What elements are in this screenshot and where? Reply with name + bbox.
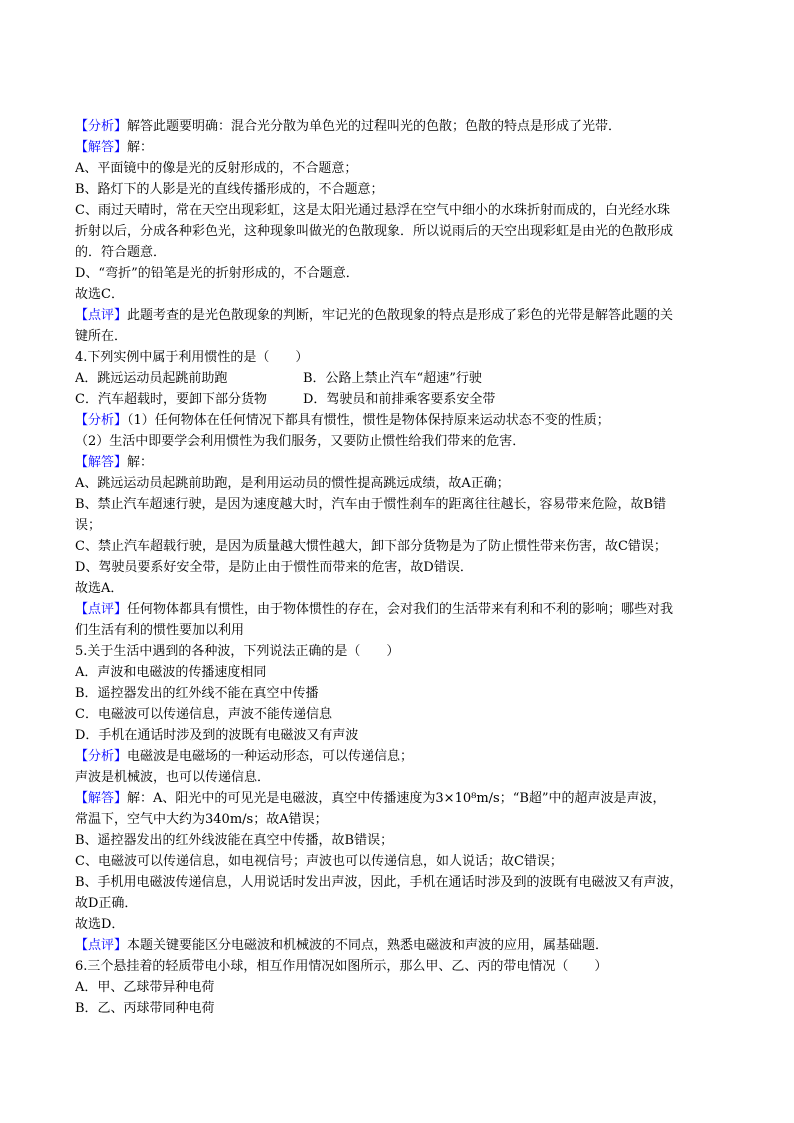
line-text: A、平面镜中的像是光的反射形成的，不合题意； (75, 161, 358, 176)
text-line (75, 326, 725, 347)
line-text: D、驾驶员要系好安全带，是防止由于惯性而带来的危害，故D错误． (75, 560, 473, 575)
text-line (75, 977, 725, 998)
text-line (75, 515, 725, 536)
text-line (75, 893, 725, 914)
line-text: 折射以后，分成各种彩色光，这种现象叫做光的色散现象．所以说雨后的天空出现彩虹是由光的色散形成 (75, 224, 674, 239)
section-tag: 【解答】 (75, 140, 128, 155)
line-text: D、“弯折”的铅笔是光的折射形成的，不合题意． (75, 266, 359, 281)
line-text: B、遥控器发出的红外线波能在真空中传播，故B错误； (75, 833, 394, 848)
line-text-second-option: B．公路上禁止汽车“超速”行驶 (303, 371, 482, 386)
text-line (75, 158, 725, 179)
line-text: 们生活有利的惯性要加以利用 (75, 623, 245, 638)
line-text: B、禁止汽车超速行驶，是因为速度越大时，汽车由于惯性刹车的距离往往越长，容易带来危险，故B错 (75, 497, 667, 512)
text-line (75, 536, 725, 557)
line-text: 故选D． (75, 917, 125, 932)
text-line (75, 368, 725, 389)
text-line (75, 116, 725, 137)
line-text: 声波是机械波，也可以传递信息． (75, 770, 271, 785)
text-line (75, 347, 725, 368)
line-text: 电磁波是电磁场的一种运动形态，可以传递信息； (127, 749, 414, 764)
text-line (75, 473, 725, 494)
line-text: 故选C． (75, 287, 124, 302)
text-line (75, 914, 725, 935)
text-line (75, 599, 725, 620)
line-text: 6.三个悬挂着的轻质带电小球，相互作用情况如图所示，那么甲、乙、丙的带电情况（ ） (75, 959, 608, 974)
text-line (75, 431, 725, 452)
text-line (75, 305, 725, 326)
text-line (75, 452, 725, 473)
text-line (75, 221, 725, 242)
section-tag: 【解答】 (75, 455, 128, 470)
text-line (75, 704, 725, 725)
text-line (75, 809, 725, 830)
line-text: A．跳远运动员起跳前助跑 (75, 371, 228, 386)
line-text: 任何物体都具有惯性，由于物体惯性的存在，会对我们的生活带来有利和不利的影响；哪些对我 (127, 602, 674, 617)
section-tag: 【分析】 (75, 749, 128, 764)
line-text: 故选A． (75, 581, 124, 596)
line-text: C．汽车超载时，要卸下部分货物 (75, 392, 267, 407)
line-text: A．声波和电磁波的传播速度相同 (75, 665, 267, 680)
line-text: 误； (75, 518, 102, 533)
text-line (75, 641, 725, 662)
line-text: C、禁止汽车超载行驶，是因为质量越大惯性越大，卸下部分货物是为了防止惯性带来伤害，故C错误； (75, 539, 667, 554)
text-line (75, 788, 725, 809)
line-text: 故D正确． (75, 896, 138, 911)
text-line (75, 137, 725, 158)
line-text: C、电磁波可以传递信息，如电视信号；声波也可以传递信息，如人说话；故C错误； (75, 854, 563, 869)
line-text: 5.关于生活中遇到的各种波，下列说法正确的是（ ） (75, 644, 400, 659)
line-text-second-option: D．驾驶员和前排乘客要系安全带 (303, 392, 496, 407)
line-text: B、手机用电磁波传递信息，人用说话时发出声波，因此，手机在通话时涉及到的波既有电磁波又有声波， (75, 875, 683, 890)
line-text: 解： (127, 455, 154, 470)
line-text: 解答此题要明确：混合光分散为单色光的过程叫光的色散；色散的特点是形成了光带． (127, 119, 622, 134)
text-line (75, 851, 725, 872)
line-text: 解：A、阳光中的可见光是电磁波，真空中传播速度为3×10⁸m/s；“B超”中的超声波是声波， (127, 791, 666, 806)
line-text: B．遥控器发出的红外线不能在真空中传播 (75, 686, 319, 701)
line-text: C、雨过天晴时，常在天空出现彩虹，这是太阳光通过悬浮在空气中细小的水珠折射而成的，白光经水珠 (75, 203, 670, 218)
line-text: （1）任何物体在任何情况下都具有惯性，惯性是物体保持原来运动状态不变的性质； (127, 413, 610, 428)
text-line (75, 494, 725, 515)
line-text: D．手机在通话时涉及到的波既有电磁波又有声波 (75, 728, 359, 743)
text-line (75, 662, 725, 683)
text-line (75, 263, 725, 284)
line-text: 解： (127, 140, 154, 155)
line-text: B．乙、丙球带同种电荷 (75, 1001, 215, 1016)
text-line (75, 998, 725, 1019)
text-line (75, 389, 725, 410)
text-line (75, 578, 725, 599)
section-tag: 【分析】 (75, 119, 128, 134)
text-line (75, 683, 725, 704)
section-tag: 【点评】 (75, 602, 128, 617)
text-line (75, 872, 725, 893)
line-text: （2）生活中即要学会利用惯性为我们服务，又要防止惯性给我们带来的危害． (75, 434, 526, 449)
text-line (75, 725, 725, 746)
line-text: C．电磁波可以传递信息，声波不能传递信息 (75, 707, 332, 722)
line-text: A．甲、乙球带异种电荷 (75, 980, 215, 995)
document-body (75, 116, 725, 1019)
line-text: 此题考查的是光色散现象的判断，牢记光的色散现象的特点是形成了彩色的光带是解答此题的关 (127, 308, 674, 323)
text-line (75, 179, 725, 200)
text-line (75, 767, 725, 788)
line-text: 本题关键要能区分电磁波和机械波的不同点，熟悉电磁波和声波的应用，属基础题． (127, 938, 609, 953)
text-line (75, 200, 725, 221)
text-line (75, 557, 725, 578)
line-text: A、跳远运动员起跳前助跑，是利用运动员的惯性提高跳远成绩，故A正确； (75, 476, 510, 491)
line-text: B、路灯下的人影是光的直线传播形成的，不合题意； (75, 182, 384, 197)
section-tag: 【分析】 (75, 413, 128, 428)
text-line (75, 830, 725, 851)
text-line (75, 410, 725, 431)
line-text: 键所在． (75, 329, 128, 344)
section-tag: 【点评】 (75, 308, 128, 323)
text-line (75, 284, 725, 305)
text-line (75, 935, 725, 956)
text-line (75, 956, 725, 977)
line-text: 的．符合题意． (75, 245, 167, 260)
text-line (75, 242, 725, 263)
section-tag: 【解答】 (75, 791, 128, 806)
section-tag: 【点评】 (75, 938, 128, 953)
line-text: 4.下列实例中属于利用惯性的是（ ） (75, 350, 309, 365)
text-line (75, 620, 725, 641)
text-line (75, 746, 725, 767)
line-text: 常温下，空气中大约为340m/s；故A错误； (75, 812, 328, 827)
